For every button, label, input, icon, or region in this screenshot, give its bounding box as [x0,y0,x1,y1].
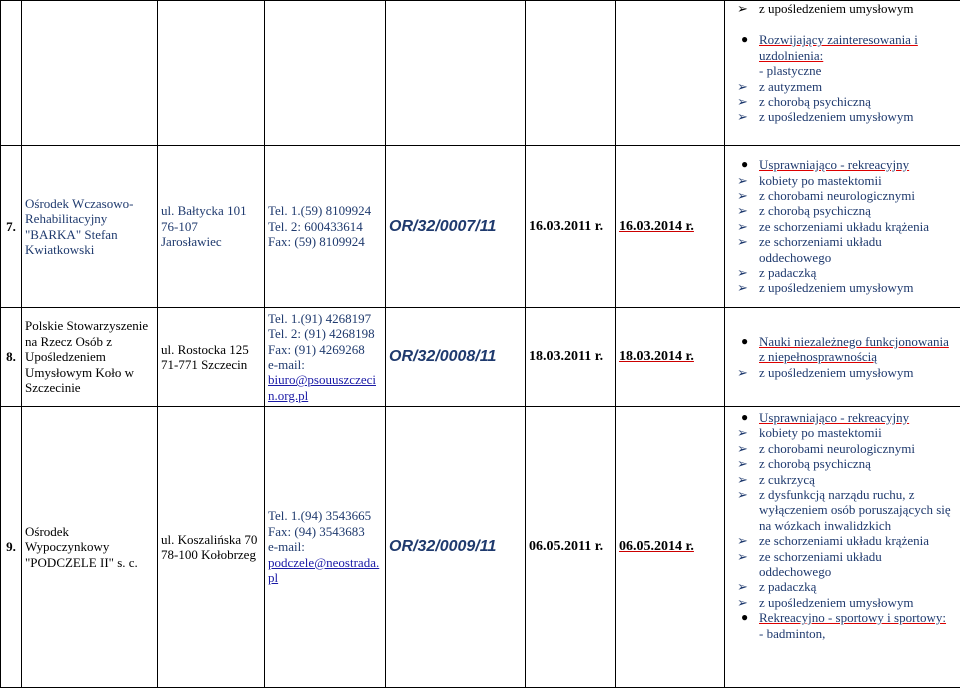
profile-item: ➢ z padaczką [731,579,956,594]
date-from: 16.03.2011 r. [526,146,616,308]
bullet-icon: ● [741,334,748,349]
profile-item: ➢ kobiety po mastektomii [731,425,956,440]
row-number: 8. [1,308,22,407]
profile-item: ➢ z chorobą psychiczną [731,456,956,471]
profile-heading: Nauki niezależnego funkcjonowania z niepełnosprawnością [759,334,949,364]
profile-item: ➢ z padaczką [731,265,956,280]
arrow-bullet-icon: ➢ [737,234,748,249]
table-row [1,146,960,308]
email-link[interactable]: biuro@psouuszczecin.org.pl [268,372,376,402]
date-from: 18.03.2011 r. [526,308,616,407]
arrow-bullet-icon: ➢ [737,79,748,94]
profile-cell [725,308,960,407]
profile-item: ➢ z cukrzycą [731,472,956,487]
arrow-bullet-icon: ➢ [737,579,748,594]
profile-heading: Usprawniająco - rekreacyjny [759,410,909,425]
profile-item: ➢ z chorobami neurologicznymi [731,188,956,203]
profile-item: ➢ z chorobami neurologicznymi [731,441,956,456]
date-to: 06.05.2014 r. [616,407,725,688]
profile-item: ➢ z upośledzeniem umysłowym [731,365,956,380]
profile-item: ➢ ze schorzeniami układu krążenia [731,219,956,234]
arrow-bullet-icon: ➢ [737,533,748,548]
registration-number: OR/32/0008/11 [386,308,526,407]
table-row-continuation [1,1,960,146]
profile-heading: Rozwijający zainteresowania i uzdolnienia: [759,32,918,62]
arrow-bullet-icon: ➢ [737,188,748,203]
profile-item: ➢ ze schorzeniami układu oddechowego [731,549,956,580]
facility-address: ul. Koszalińska 70 78-100 Kołobrzeg [158,407,265,688]
registration-number: OR/32/0009/11 [386,407,526,688]
arrow-bullet-icon: ➢ [737,472,748,487]
bullet-icon: ● [741,32,748,47]
arrow-bullet-icon: ➢ [737,109,748,124]
profile-item: ➢ z chorobą psychiczną [731,94,956,109]
facility-contact: Tel. 1.(94) 3543665 Fax: (94) 3543683 e-mail: podczele@neostrada.pl [265,407,386,688]
bullet-icon: ● [741,610,748,625]
profile-heading: Usprawniająco - rekreacyjny [759,157,909,172]
date-from: 06.05.2011 r. [526,407,616,688]
arrow-bullet-icon: ➢ [737,595,748,610]
table-row [1,407,960,688]
arrow-bullet-icon: ➢ [737,280,748,295]
profile-sub-line: - badminton, [731,626,956,641]
facility-name: Polskie Stowarzyszenie na Rzecz Osób z Upośledzeniem Umysłowym Koło w Szczecinie [22,308,158,407]
facility-address: ul. Rostocka 125 71-771 Szczecin [158,308,265,407]
facility-name: Ośrodek Wypoczynkowy "PODCZELE II" s. c. [22,407,158,688]
arrow-bullet-icon: ➢ [737,425,748,440]
date-to: 18.03.2014 r. [616,308,725,407]
bullet-icon: ● [741,157,748,172]
facility-contact: Tel. 1.(59) 8109924 Tel. 2: 600433614 Fax: (59) 8109924 [265,146,386,308]
profile-item: ➢ ze schorzeniami układu oddechowego [731,234,956,265]
arrow-bullet-icon: ➢ [737,265,748,280]
arrow-bullet-icon: ➢ [737,441,748,456]
profile-cell [725,146,960,308]
arrow-bullet-icon: ➢ [737,173,748,188]
profile-item: ➢ z dysfunkcją narządu ruchu, z wyłączeniem osób poruszających się na wózkach inwalidzkich [731,487,956,533]
profile-item: ➢ z upośledzeniem umysłowym [731,109,956,124]
row-number: 9. [1,407,22,688]
table-row [1,308,960,407]
arrow-bullet-icon: ➢ [737,203,748,218]
arrow-bullet-icon: ➢ [737,456,748,471]
bullet-icon: ● [741,410,748,425]
profile-cell-continuation [725,1,960,146]
arrow-bullet-icon: ➢ [737,1,748,16]
facility-contact: Tel. 1.(91) 4268197 Tel. 2: (91) 4268198 Fax: (91) 4269268 e-mail: biuro@psouuszczecin.org.pl [265,308,386,407]
row-number: 7. [1,146,22,308]
arrow-bullet-icon: ➢ [737,487,748,502]
profile-item: ➢ z upośledzeniem umysłowym [731,595,956,610]
arrow-bullet-icon: ➢ [737,549,748,564]
email-link[interactable]: podczele@neostrada.pl [268,555,379,585]
arrow-bullet-icon: ➢ [737,94,748,109]
profile-item: ➢ kobiety po mastektomii [731,173,956,188]
profile-item: ➢ z autyzmem [731,79,956,94]
profile-item: ➢ ze schorzeniami układu krążenia [731,533,956,548]
profile-cell [725,407,960,688]
arrow-bullet-icon: ➢ [737,219,748,234]
date-to: 16.03.2014 r. [616,146,725,308]
registration-number: OR/32/0007/11 [386,146,526,308]
facility-address: ul. Bałtycka 101 76-107 Jarosławiec [158,146,265,308]
profile-item: ➢ z upośledzeniem umysłowym [731,280,956,295]
profile-item: ➢ z chorobą psychiczną [731,203,956,218]
profile-item: ➢ z upośledzeniem umysłowym [731,1,956,16]
facility-name: Ośrodek Wczasowo-Rehabilitacyjny "BARKA" Stefan Kwiatkowski [22,146,158,308]
profile-heading: Rekreacyjno - sportowy i sportowy: [759,610,946,625]
profile-sub-line: - plastyczne [731,63,956,78]
arrow-bullet-icon: ➢ [737,365,748,380]
